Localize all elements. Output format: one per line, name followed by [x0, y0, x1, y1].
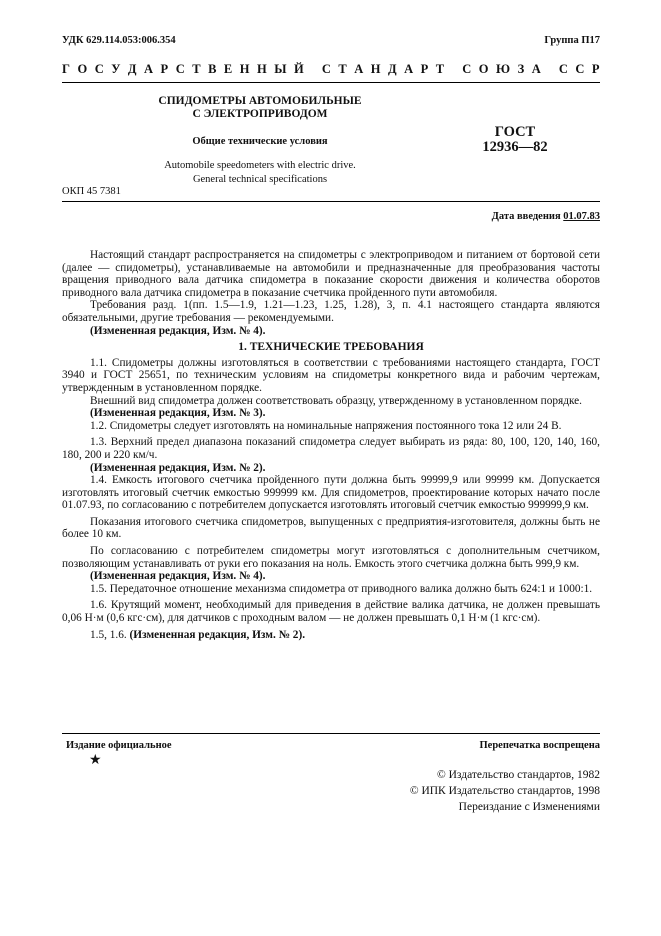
document-body [62, 249, 600, 641]
copyright-line: Переиздание с Изменениями [458, 801, 600, 813]
heading-letter: Ю [496, 62, 511, 76]
amendment-note: (Измененная редакция, Изм. № 2). [90, 461, 266, 474]
title-divider [62, 201, 600, 202]
official-edition: Издание официальное [66, 740, 172, 751]
copyright-line: © Издательство стандартов, 1982 [436, 769, 600, 781]
copyright-block [330, 767, 600, 815]
paragraph: 1.6. Крутящий момент, необходимый для приведения в действие валика датчика, не должен превышать 0,06 Н·м (0,6 кгс·см), для датчиков с проходным валом — не должен превышать 0,1 Н·м (1 кгс·см). [62, 599, 600, 625]
heading-letter: С [94, 62, 104, 76]
heading-letter: Й [294, 62, 304, 76]
heading-letter: А [404, 62, 414, 76]
heading-letter: Н [256, 62, 267, 76]
clause-ref: 1.5, 1.6. [90, 628, 127, 641]
heading-letter: О [77, 62, 88, 76]
heading-letter: Н [370, 62, 381, 76]
paragraph: По согласованию с потребителем спидометры могут изготовляться с дополнительным счетчиком, позволяющим устанавливать от руки его показания на ноль. Емкость этого счетчика должна быть 999,9 км. [62, 545, 600, 570]
english-title-line-2: General technical specifications [192, 174, 328, 185]
english-title-line-1: Automobile speedometers with electric drive. [164, 160, 356, 171]
paragraph: 1.2. Спидометры следует изготовлять на номинальные напряжения постоянного тока 12 или 24 В. [90, 419, 562, 432]
heading-letter: Т [338, 62, 347, 76]
heading-letter: Т [435, 62, 445, 76]
heading-letter: Р [591, 62, 600, 76]
paragraph: Показания итогового счетчика спидометров, выпущенных с предприятия-изготовителя, должны быть не более 10 км. [62, 515, 600, 541]
subtitle: Общие технические условия [192, 136, 328, 147]
okp-code: ОКП 45 7381 [62, 186, 121, 197]
heading-letter: Д [388, 62, 397, 76]
heading-letter: Д [127, 62, 137, 76]
heading-letter: Т [192, 62, 201, 76]
title-line-2: С ЭЛЕКТРОПРИВОДОМ [192, 108, 328, 120]
title-line-1: СПИДОМЕТРЫ АВТОМОБИЛЬНЫЕ [158, 95, 362, 107]
udk-code: УДК 629.114.053:006.354 [62, 35, 176, 46]
copyright-line: © ИПК Издательство стандартов, 1998 [409, 785, 600, 797]
heading-letter: А [531, 62, 541, 76]
heading-letter: З [517, 62, 525, 76]
paragraph: 1.5. Передаточное отношение механизма спидометра от приводного валика должно быть 624:1 и 1000:1. [90, 582, 593, 595]
heading-letter [311, 62, 314, 77]
heading-letter: С [175, 62, 185, 76]
heading-letter: А [354, 62, 364, 76]
paragraph: 1.3. Верхний предел диапазона показаний спидометра следует выбирать из ряда: 80, 100, 120, 140, 160, 180, 200 и 220 км/ч. [62, 436, 600, 461]
heading-letter: С [558, 62, 568, 76]
state-standard-heading [62, 62, 600, 77]
intro-date-value: 01.07.83 [563, 211, 600, 222]
paragraph: Внешний вид спидометра должен соответствовать образцу, утвержденному в установленном порядке. [90, 394, 583, 407]
gost-label: ГОСТ [494, 124, 536, 140]
heading-letter [452, 62, 455, 77]
paragraph [62, 629, 600, 642]
paragraph: Настоящий стандарт распространяется на спидометры с электроприводом и питанием от бортовой сети (далее — спидометры), устанавливаемые на автомобили и предназначенные для преобразования частоты вращения приводного вала датчика спидометра в показание скорости движения и количества оборотов приводного вала датчика спидометра в показание счетчика пройденного пути автомобиля. [62, 249, 600, 299]
paragraph: 1.4. Емкость итогового счетчика пройденного пути должна быть 99999,9 или 99999 км. Допускается изготовлять итоговый счетчик емкостью 999999 км. Для спидометров, проектирование которых начато после 01.07.93, по согласованию с потребителем допускается изготовлять итоговый счетчик емкостью 999999,9 км. [62, 474, 600, 512]
heading-letter: Е [223, 62, 233, 76]
gost-number: 12936—82 [482, 139, 548, 155]
heading-letter: Ы [274, 62, 287, 76]
amendment-note: (Измененная редакция, Изм. № 4). [90, 570, 266, 583]
heading-letter: Г [62, 62, 70, 76]
heading-letter: С [462, 62, 472, 76]
heading-letter: С [321, 62, 331, 76]
intro-date [430, 211, 600, 222]
heading-letter: У [111, 62, 121, 76]
heading-letter: В [208, 62, 217, 76]
paragraph: 1.1. Спидометры должны изготовляться в соответствии с требованиями настоящего стандарта, ГОСТ 3940 и ГОСТ 25651, по техническим условиям на спидометры конкретного вида и рабочим чертежам, утвержденным в установленном порядке. [62, 356, 600, 394]
heading-letter: Н [239, 62, 250, 76]
amendment-note: (Измененная редакция, Изм. № 3). [90, 407, 266, 420]
footer-divider [62, 733, 600, 734]
intro-date-label: Дата введения [491, 211, 561, 222]
heading-letter [548, 62, 551, 77]
heading-letter: С [575, 62, 585, 76]
heading-letter: Р [160, 62, 169, 76]
reprint-notice: Перепечатка воспрещена [479, 740, 600, 751]
amendment-note: (Измененная редакция, Изм. № 4). [90, 324, 266, 337]
section-title: 1. ТЕХНИЧЕСКИЕ ТРЕБОВАНИЯ [238, 341, 424, 354]
star-icon: ★ [89, 753, 102, 768]
heading-letter: Р [420, 62, 429, 76]
paragraph: Требования разд. 1(пп. 1.5—1.9, 1.21—1.23, 1.25, 1.28), 3, п. 4.1 настоящего стандарта являются обязательными, другие требования — рекомендуемыми. [62, 299, 600, 324]
heading-letter: А [144, 62, 154, 76]
amendment-note: (Измененная редакция, Изм. № 2). [129, 628, 306, 641]
header-divider [62, 82, 600, 83]
group-code: Группа П17 [544, 35, 600, 46]
heading-letter: О [478, 62, 489, 76]
